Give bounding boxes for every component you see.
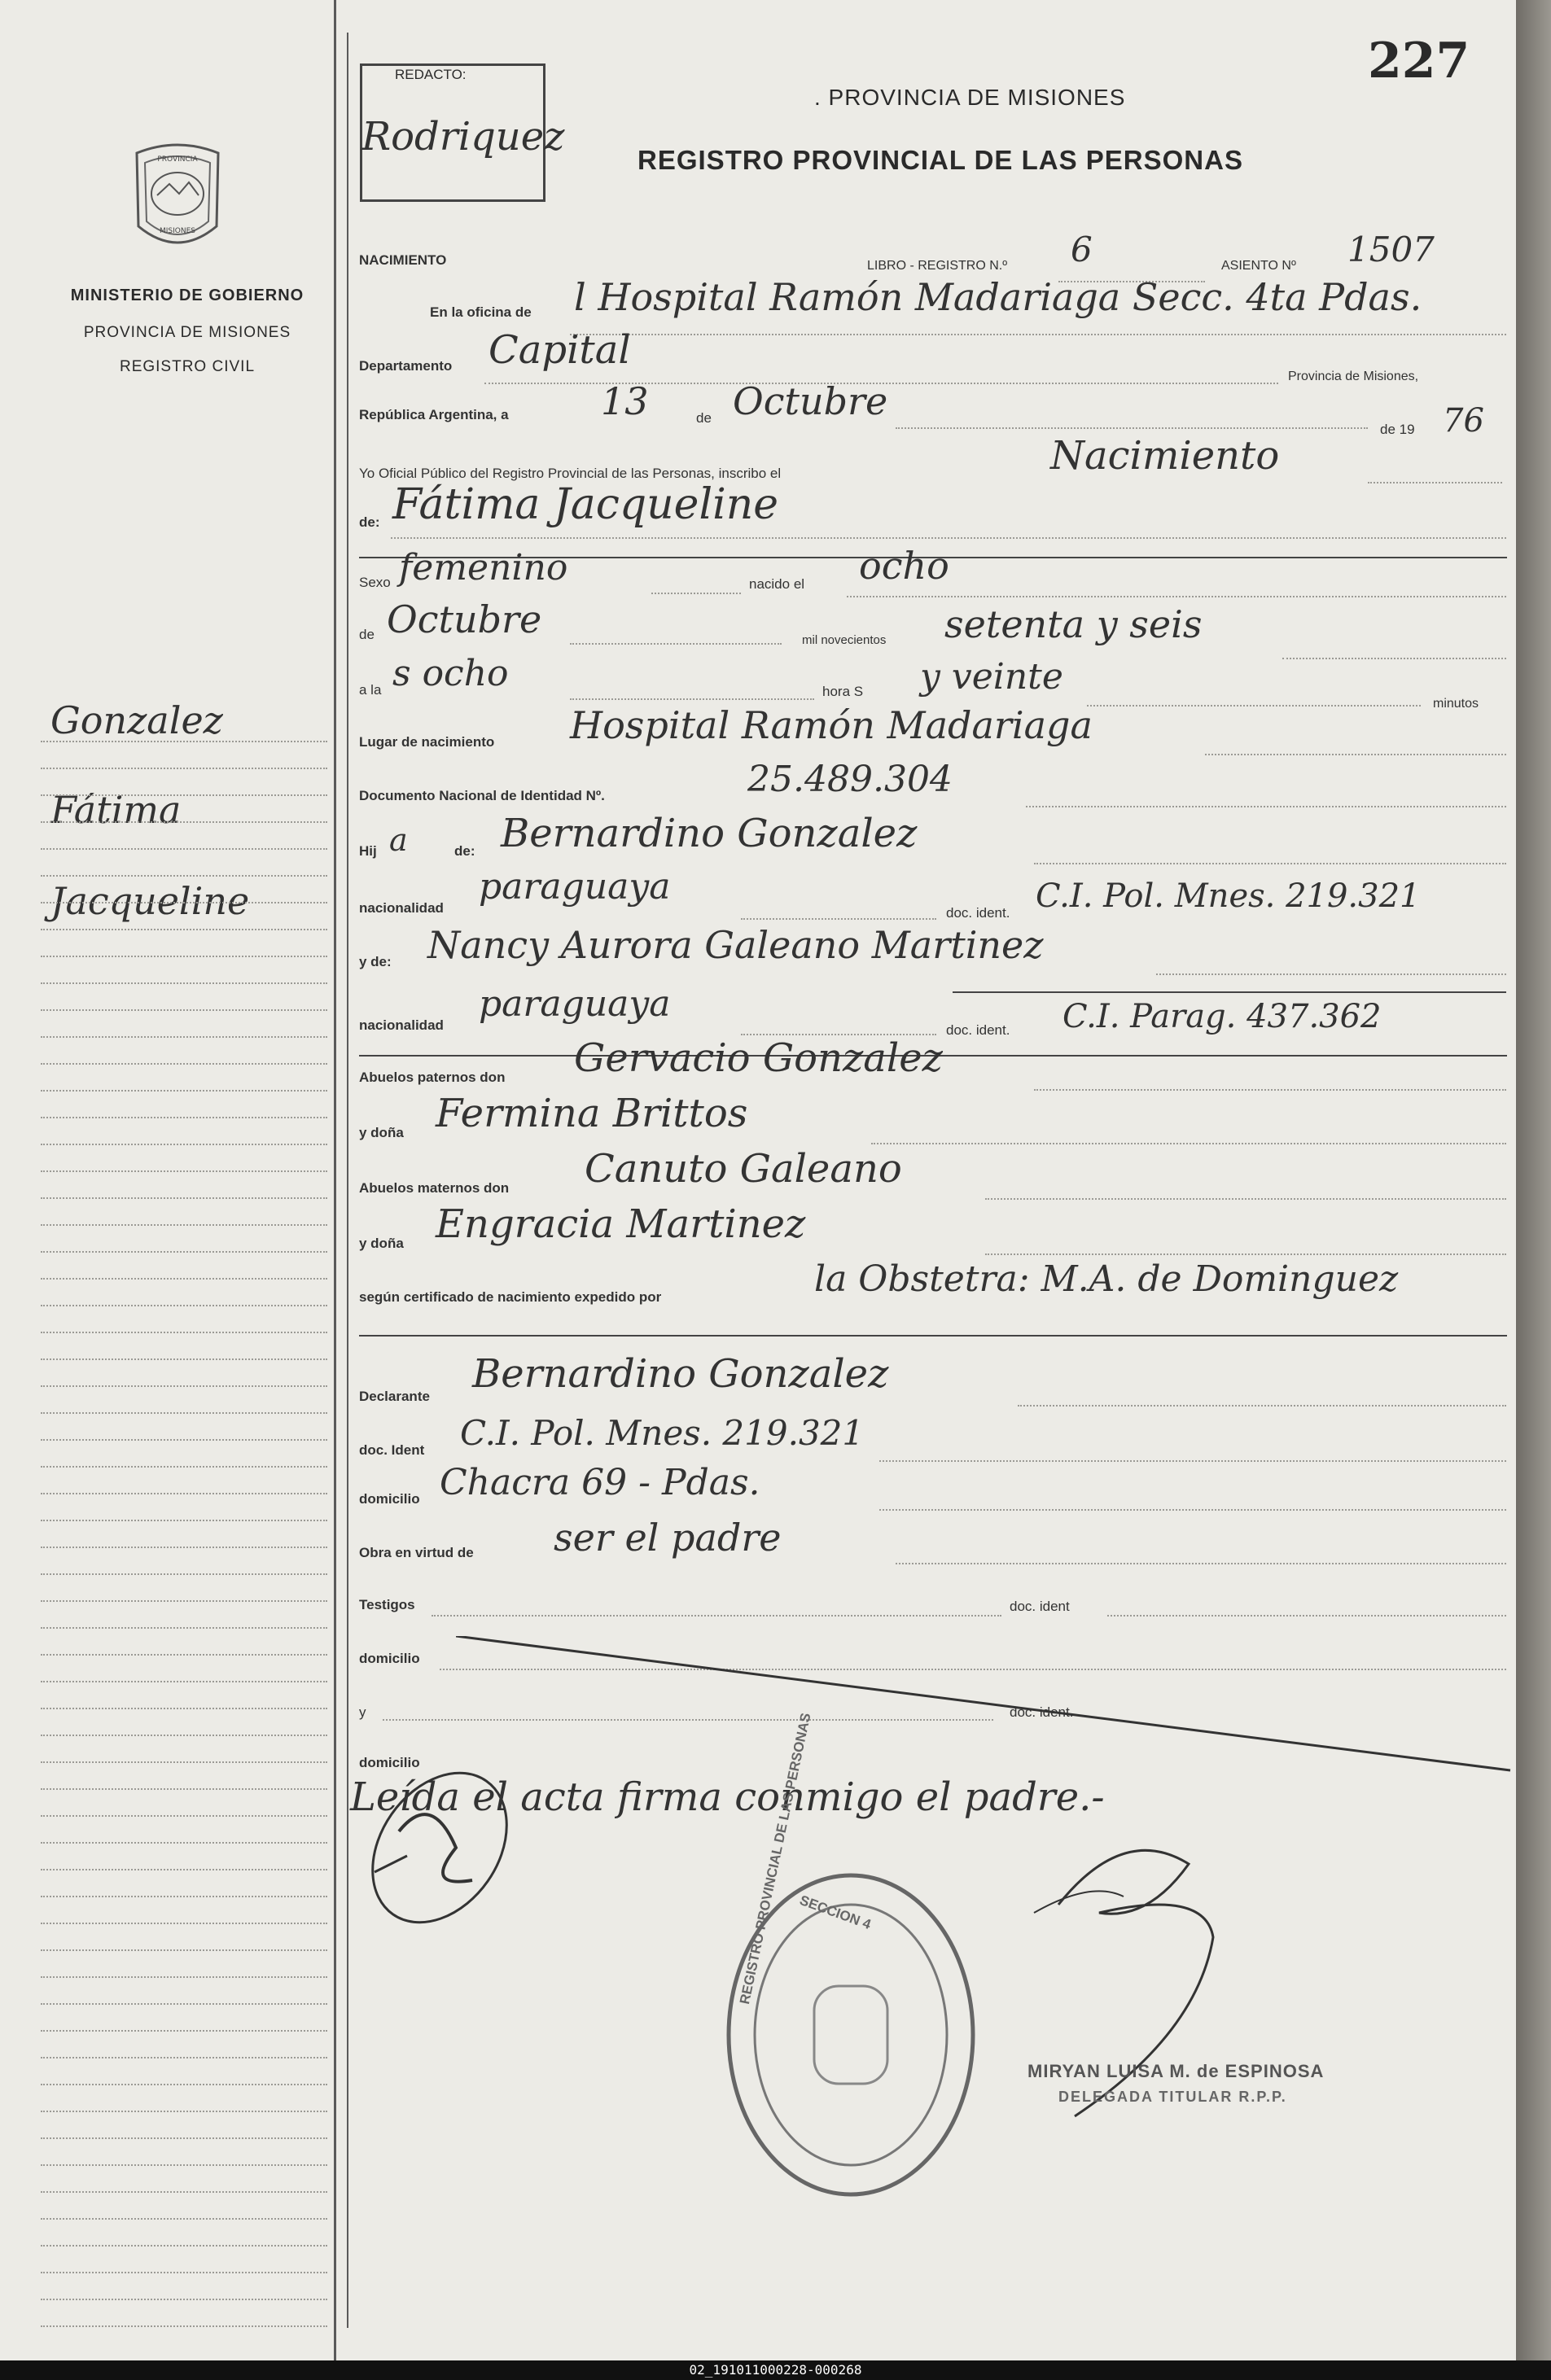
domicilio-label: domicilio bbox=[359, 1491, 420, 1507]
sidebar-rule-line bbox=[41, 2218, 327, 2220]
abuelo-paterno-line bbox=[1034, 1089, 1506, 1091]
sidebar-rule-line bbox=[41, 1735, 327, 1736]
father-prefix: de: bbox=[454, 843, 475, 859]
declarante-doc-label: doc. Ident bbox=[359, 1442, 425, 1458]
mother-nac-value: paraguaya bbox=[479, 983, 671, 1025]
father-line bbox=[1034, 863, 1506, 864]
obra-value: ser el padre bbox=[554, 1516, 782, 1560]
domicilio-value: Chacra 69 - Pdas. bbox=[440, 1462, 760, 1503]
sidebar-rule-line bbox=[41, 2030, 327, 2032]
sidebar-rule-line bbox=[41, 1197, 327, 1199]
name-line bbox=[391, 537, 1506, 539]
abuela-paterna-value: Fermina Brittos bbox=[436, 1091, 748, 1136]
sidebar-rule-line bbox=[41, 2325, 327, 2327]
dni-line bbox=[1026, 806, 1506, 807]
officer-title: DELEGADA TITULAR R.P.P. bbox=[1058, 2089, 1287, 2105]
inscribo-line bbox=[1368, 482, 1502, 483]
sidebar-rule-line bbox=[41, 1305, 327, 1306]
seal-emblem-icon bbox=[120, 137, 234, 259]
stamp-text: REGISTRO PROVINCIAL DE LAS PERSONAS bbox=[737, 1711, 814, 2006]
oficina-label: En la oficina de bbox=[430, 304, 532, 320]
hij-suffix: a bbox=[389, 822, 408, 858]
name-value: Fátima Jacqueline bbox=[392, 480, 778, 529]
sidebar-rule-line bbox=[41, 875, 327, 877]
margin-second-name: Jacqueline bbox=[50, 879, 250, 923]
lugar-line bbox=[1205, 754, 1506, 755]
sidebar-rule-line bbox=[41, 2003, 327, 2005]
stamp-section: SECCION 4 bbox=[797, 1892, 874, 1933]
sidebar-rule-line bbox=[41, 1842, 327, 1844]
abuelos-paternos-label: Abuelos paternos don bbox=[359, 1070, 506, 1085]
mother-nac-label: nacionalidad bbox=[359, 1017, 444, 1033]
sidebar-rule-line bbox=[41, 1332, 327, 1333]
date-line bbox=[896, 427, 1368, 429]
libro-value: 6 bbox=[1071, 230, 1093, 269]
month-prefix: de bbox=[696, 410, 712, 426]
father-doc-label: doc. ident. bbox=[946, 905, 1010, 921]
header-registry: REGISTRO PROVINCIAL DE LAS PERSONAS bbox=[637, 145, 1243, 175]
abuela-materna-label: y doña bbox=[359, 1236, 404, 1251]
sidebar-rule-line bbox=[41, 2299, 327, 2300]
hora-value: s ocho bbox=[392, 653, 509, 694]
closing-statement: Leída el acta firma conmigo el padre.- bbox=[350, 1774, 1105, 1820]
inscribo-value: Nacimiento bbox=[1050, 433, 1280, 479]
mil-line bbox=[1282, 658, 1506, 659]
sidebar-rule-line bbox=[41, 1547, 327, 1548]
testigos-line bbox=[432, 1615, 1001, 1617]
mother-doc-value: C.I. Parag. 437.362 bbox=[1062, 998, 1382, 1035]
ministry-title: MINISTERIO DE GOBIERNO bbox=[70, 287, 305, 304]
sidebar-rule-line bbox=[41, 1009, 327, 1011]
sidebar-office: REGISTRO CIVIL bbox=[119, 358, 256, 375]
sidebar-rule-line bbox=[41, 1493, 327, 1494]
minutos-label: minutos bbox=[1433, 697, 1479, 711]
ministry-seal bbox=[120, 137, 234, 259]
officer-signature-mark bbox=[358, 1758, 521, 1937]
redacto-label: REDACTO: bbox=[395, 67, 467, 82]
declarante-line bbox=[1018, 1405, 1506, 1407]
margin-first-name: Fátima bbox=[50, 788, 182, 832]
mother-line bbox=[1156, 973, 1506, 975]
sidebar-rule-line bbox=[41, 1869, 327, 1870]
sidebar-rule-line bbox=[41, 1976, 327, 1978]
testigo2-label: y bbox=[359, 1704, 366, 1720]
sidebar-rule-line bbox=[41, 1573, 327, 1575]
birth-month-value: Octubre bbox=[387, 597, 542, 641]
segun-value: la Obstetra: M.A. de Dominguez bbox=[814, 1258, 1399, 1300]
abuela-materna-value: Engracia Martinez bbox=[436, 1201, 806, 1247]
declarante-doc-line bbox=[879, 1460, 1506, 1462]
republica-label: República Argentina, a bbox=[359, 407, 509, 422]
mother-divider bbox=[953, 991, 1506, 993]
minutos-value: y veinte bbox=[920, 656, 1063, 698]
testigos-label: Testigos bbox=[359, 1597, 415, 1612]
testigos-doc-label: doc. ident bbox=[1010, 1599, 1070, 1614]
sidebar-rule-line bbox=[41, 1090, 327, 1092]
hora-label: hora S bbox=[822, 684, 864, 699]
mil-value: setenta y seis bbox=[944, 602, 1203, 646]
sidebar-rule-line bbox=[41, 2272, 327, 2273]
declarante-value: Bernardino Gonzalez bbox=[472, 1351, 889, 1397]
month-value: Octubre bbox=[733, 379, 888, 423]
sidebar-rule-line bbox=[41, 1466, 327, 1468]
abuelo-materno-line bbox=[985, 1198, 1506, 1200]
sidebar-rule-line bbox=[41, 821, 327, 823]
sidebar-rule-line bbox=[41, 1600, 327, 1602]
provincia-label: Provincia de Misiones, bbox=[1288, 370, 1419, 383]
sidebar-rule-line bbox=[41, 741, 327, 742]
libro-label: LIBRO - REGISTRO N.º bbox=[867, 259, 1008, 273]
sidebar-rule-line bbox=[41, 929, 327, 930]
sidebar-rule-line bbox=[41, 1251, 327, 1253]
declarante-doc-value: C.I. Pol. Mnes. 219.321 bbox=[460, 1413, 865, 1453]
sidebar-rule-line bbox=[41, 1708, 327, 1709]
seal-top-text: PROVINCIA bbox=[157, 155, 198, 164]
oficina-value: l Hospital Ramón Madariaga Secc. 4ta Pdas. bbox=[574, 275, 1422, 319]
sidebar-rule-line bbox=[41, 848, 327, 850]
hij-label: Hij bbox=[359, 843, 377, 859]
sidebar-rule-line bbox=[41, 1627, 327, 1629]
obra-label: Obra en virtud de bbox=[359, 1545, 474, 1560]
dni-value: 25.489.304 bbox=[747, 759, 953, 800]
sidebar-rule-line bbox=[41, 1385, 327, 1387]
sidebar-rule-line bbox=[41, 2191, 327, 2193]
page-number: 227 bbox=[1368, 33, 1470, 90]
header-province: . PROVINCIA DE MISIONES bbox=[814, 85, 1126, 110]
departamento-label: Departamento bbox=[359, 358, 453, 374]
sexo-value: femenino bbox=[399, 547, 568, 588]
segun-label: según certificado de nacimiento expedido por bbox=[359, 1289, 662, 1305]
sidebar-rule-line bbox=[41, 794, 327, 796]
sidebar-rule-line bbox=[41, 1761, 327, 1763]
sidebar-rule-line bbox=[41, 2137, 327, 2139]
lugar-label: Lugar de nacimiento bbox=[359, 734, 495, 750]
sidebar-rule-line bbox=[41, 902, 327, 903]
sidebar-rule-line bbox=[41, 1896, 327, 1897]
sidebar-rule-line bbox=[41, 1063, 327, 1065]
father-nac-label: nacionalidad bbox=[359, 900, 444, 916]
segun-divider bbox=[359, 1335, 1507, 1337]
nacido-line bbox=[847, 596, 1506, 597]
abuela-paterna-line bbox=[871, 1143, 1506, 1144]
sidebar-rule-line bbox=[41, 1170, 327, 1172]
testigos-doc-line bbox=[1107, 1615, 1506, 1617]
day-value: 13 bbox=[601, 379, 649, 423]
father-nac-line bbox=[741, 918, 936, 920]
inner-border-line bbox=[347, 33, 348, 2328]
abuelos-maternos-label: Abuelos maternos don bbox=[359, 1180, 510, 1196]
nacido-label: nacido el bbox=[749, 576, 805, 592]
testigo1-domicilio-label: domicilio bbox=[359, 1651, 420, 1666]
year-prefix: de 19 bbox=[1380, 422, 1415, 437]
father-value: Bernardino Gonzalez bbox=[501, 811, 918, 856]
hora-prefix: a la bbox=[359, 682, 382, 698]
testigo2-doc-label: doc. ident. bbox=[1010, 1704, 1074, 1720]
sidebar-rule-line bbox=[41, 2057, 327, 2058]
asiento-value: 1507 bbox=[1347, 230, 1435, 269]
sidebar-rule-line bbox=[41, 2164, 327, 2166]
domicilio-line bbox=[879, 1509, 1506, 1511]
sidebar-rule-line bbox=[41, 1788, 327, 1790]
sidebar-rule-line bbox=[41, 1412, 327, 1414]
sidebar-rule-line bbox=[41, 1036, 327, 1038]
sidebar-rule-line bbox=[41, 1681, 327, 1682]
nacido-value: ocho bbox=[859, 544, 949, 588]
lugar-value: Hospital Ramón Madariaga bbox=[570, 703, 1093, 747]
oficina-line bbox=[570, 334, 1506, 335]
mil-label: mil novecientos bbox=[802, 633, 887, 647]
testigo2-domicilio-label: domicilio bbox=[359, 1755, 420, 1770]
sidebar-rule-line bbox=[41, 1439, 327, 1441]
year-value: 76 bbox=[1443, 402, 1484, 440]
binding-edge bbox=[1516, 0, 1551, 2360]
birth-month-line bbox=[570, 643, 782, 645]
strike-line bbox=[456, 1636, 1514, 1774]
officer-name: MIRYAN LUISA M. de ESPINOSA bbox=[1027, 2061, 1325, 2081]
sidebar-rule-line bbox=[41, 2245, 327, 2247]
sidebar-rule-line bbox=[41, 1358, 327, 1360]
sidebar-province: PROVINCIA DE MISIONES bbox=[83, 324, 291, 341]
father-nac-value: paraguaya bbox=[479, 866, 671, 908]
mother-prefix: y de: bbox=[359, 954, 392, 969]
mother-value: Nancy Aurora Galeano Martinez bbox=[427, 923, 1044, 967]
birth-month-prefix: de bbox=[359, 627, 375, 642]
sexo-line bbox=[651, 593, 741, 594]
sidebar-rule-line bbox=[41, 1654, 327, 1656]
sidebar-rule-line bbox=[41, 1520, 327, 1521]
sidebar-rule-line bbox=[41, 982, 327, 984]
hora-line bbox=[570, 698, 814, 700]
margin-surname: Gonzalez bbox=[50, 698, 223, 742]
sidebar-rule-line bbox=[41, 1117, 327, 1118]
mother-doc-label: doc. ident. bbox=[946, 1022, 1010, 1038]
sidebar-rule-line bbox=[41, 1949, 327, 1951]
abuelo-paterno-value: Gervacio Gonzalez bbox=[574, 1035, 943, 1081]
abuela-materna-line bbox=[985, 1253, 1506, 1255]
file-caption: 02_191011000228-000268 bbox=[0, 2360, 1551, 2380]
obra-line bbox=[896, 1563, 1506, 1564]
asiento-label: ASIENTO Nº bbox=[1221, 259, 1296, 273]
sidebar-rule-line bbox=[41, 1923, 327, 1924]
sidebar-rule-line bbox=[41, 2111, 327, 2112]
seal-bottom-text: MISIONES bbox=[159, 227, 196, 235]
initials-signature-icon bbox=[358, 1758, 521, 1937]
left-border-line bbox=[334, 0, 336, 2360]
sidebar-rule-line bbox=[41, 1278, 327, 1280]
declarante-label: Declarante bbox=[359, 1389, 430, 1404]
sidebar-rule-line bbox=[41, 1815, 327, 1817]
dni-label: Documento Nacional de Identidad Nº. bbox=[359, 788, 605, 803]
oficial-text: Yo Oficial Público del Registro Provincial de las Personas, inscribo el bbox=[359, 466, 782, 481]
sexo-label: Sexo bbox=[359, 575, 391, 590]
name-prefix: de: bbox=[359, 514, 380, 530]
nacimiento-label: NACIMIENTO bbox=[359, 252, 447, 268]
sidebar-rule-line bbox=[41, 2084, 327, 2085]
minutos-line bbox=[1087, 705, 1421, 707]
abuelo-materno-value: Canuto Galeano bbox=[585, 1146, 902, 1192]
sidebar-rule-line bbox=[41, 768, 327, 769]
strike-through-mark bbox=[456, 1636, 1514, 1774]
father-doc-value: C.I. Pol. Mnes. 219.321 bbox=[1036, 877, 1421, 915]
redacto-signature: Rodriquez bbox=[361, 114, 565, 160]
sidebar-rule-line bbox=[41, 1224, 327, 1226]
sidebar-rule-line bbox=[41, 956, 327, 957]
abuela-paterna-label: y doña bbox=[359, 1125, 404, 1140]
departamento-value: Capital bbox=[489, 327, 631, 373]
sidebar-rule-line bbox=[41, 1144, 327, 1145]
